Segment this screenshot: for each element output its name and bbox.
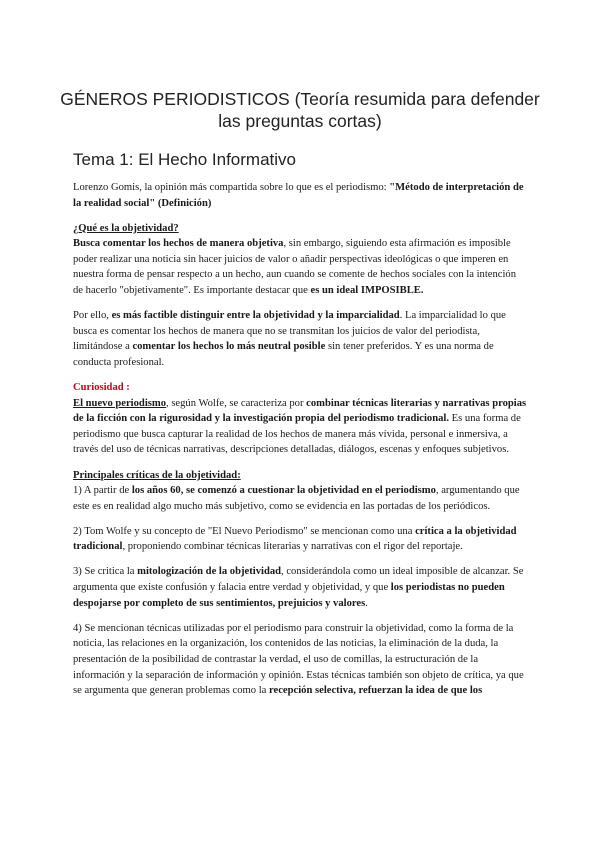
bold-text: los años 60, se comenzó a cuestionar la objetividad en el periodismo xyxy=(131,485,436,497)
text: Lorenzo Gomis, la opinión más compartida sobre lo que es el periodismo: xyxy=(73,182,390,193)
text: Es una forma de periodismo que busca capturar la realidad de los hechos de manera más vívida, personal e inmersiva, a través del uso de técnicas narrativas, descripciones detalladas, diálogos, escenas y enfoques subjetivos. xyxy=(73,413,521,456)
text: 4) Se mencionan técnicas utilizadas por el periodismo para construir la objetividad, como la forma de la noticia, las relaciones en la organización, los contenidos de las noticias, la eliminación de la duda, la presentación de la posibilidad de contrastar la verdad, el uso de comillas, la estructuración de la información y la separación de información y opinión. Estas técnicas también son objeto de crítica, ya que se argumenta que generan problemas como la xyxy=(73,622,524,697)
paragraph-definition xyxy=(73,180,528,211)
text: , considerándola como un ideal imposible de alcanzar. Se argumenta que existe confusión y falacia entre verdad y objetividad, y que xyxy=(73,566,524,594)
bold-text: los periodistas no pueden despojarse por completo de sus sentimientos, prejuicios y valores xyxy=(73,582,505,609)
paragraph-criticism-1 xyxy=(73,468,528,515)
document-body xyxy=(73,180,528,708)
bold-text: combinar técnicas literarias y narrativas propias de la ficción con la rigurosidad y la investigación propia del periodismo tradicional. xyxy=(73,397,527,425)
text: 2) Tom Wolfe y su concepto de "El Nuevo Periodismo" se mencionan como una xyxy=(73,525,416,537)
paragraph-impartiality xyxy=(73,308,528,370)
text: , argumentando que este es en realidad algo mucho más subjetivo, como se evidencia en las portadas de los periódicos. xyxy=(73,485,520,512)
text: , según Wolfe, se caracteriza por xyxy=(166,397,307,409)
criticism-heading: Principales críticas de la objetividad: xyxy=(73,469,241,481)
question-heading: ¿Qué es la objetividad? xyxy=(73,222,179,234)
text: 3) Se critica la xyxy=(73,566,138,578)
bold-underlined-text: El nuevo periodismo xyxy=(73,397,167,409)
bold-text: "Método de interpretación de la realidad social" (Definición) xyxy=(73,182,524,209)
paragraph-criticism-2 xyxy=(73,524,528,555)
text: . La imparcialidad lo que busca es comentar los hechos de manera que no se transmitan los juicios de valor del periodista, limitándose a xyxy=(73,310,506,353)
paragraph-criticism-3 xyxy=(73,564,528,611)
text: , sin embargo, siguiendo esta afirmación es imposible poder realizar una noticia sin hacer juicios de valor o añadir perspectivas ideológicas o que imperen en nuestra forma de pensar respecto a un hecho, aun cuando se comente de hechos sociales con la intención de hacerlo "objetivamente". Es importante destacar que xyxy=(73,238,516,297)
bold-text: comentar los hechos lo más neutral posible xyxy=(132,341,326,353)
bold-text: mitologización de la objetividad xyxy=(137,566,282,578)
document-title: GÉNEROS PERIODISTICOS (Teoría resumida para defender las preguntas cortas) xyxy=(60,89,540,131)
bold-text: Busca comentar los hechos de manera objetiva xyxy=(73,238,284,250)
bold-text: es más factible distinguir entre la objetividad y la imparcialidad xyxy=(111,310,400,322)
text: Por ello, xyxy=(73,310,112,322)
bold-text: recepción selectiva, refuerzan la idea de que los xyxy=(269,685,483,697)
curiosity-label: Curiosidad : xyxy=(73,382,130,394)
text: 1) A partir de xyxy=(73,485,132,497)
paragraph-criticism-4 xyxy=(73,621,528,699)
text: , proponiendo combinar técnicas literarias y narrativas con el rigor del reportaje. xyxy=(122,541,463,553)
bold-text: es un ideal IMPOSIBLE. xyxy=(310,285,424,297)
text: . xyxy=(365,597,368,609)
paragraph-curiosity xyxy=(73,380,528,458)
paragraph-objectivity xyxy=(73,221,528,299)
section-heading: Tema 1: El Hecho Informativo xyxy=(73,150,296,169)
text: sin tener preferidos. Y es una norma de conducta profesional. xyxy=(73,341,494,368)
bold-text: crítica a la objetividad tradicional xyxy=(73,525,517,553)
